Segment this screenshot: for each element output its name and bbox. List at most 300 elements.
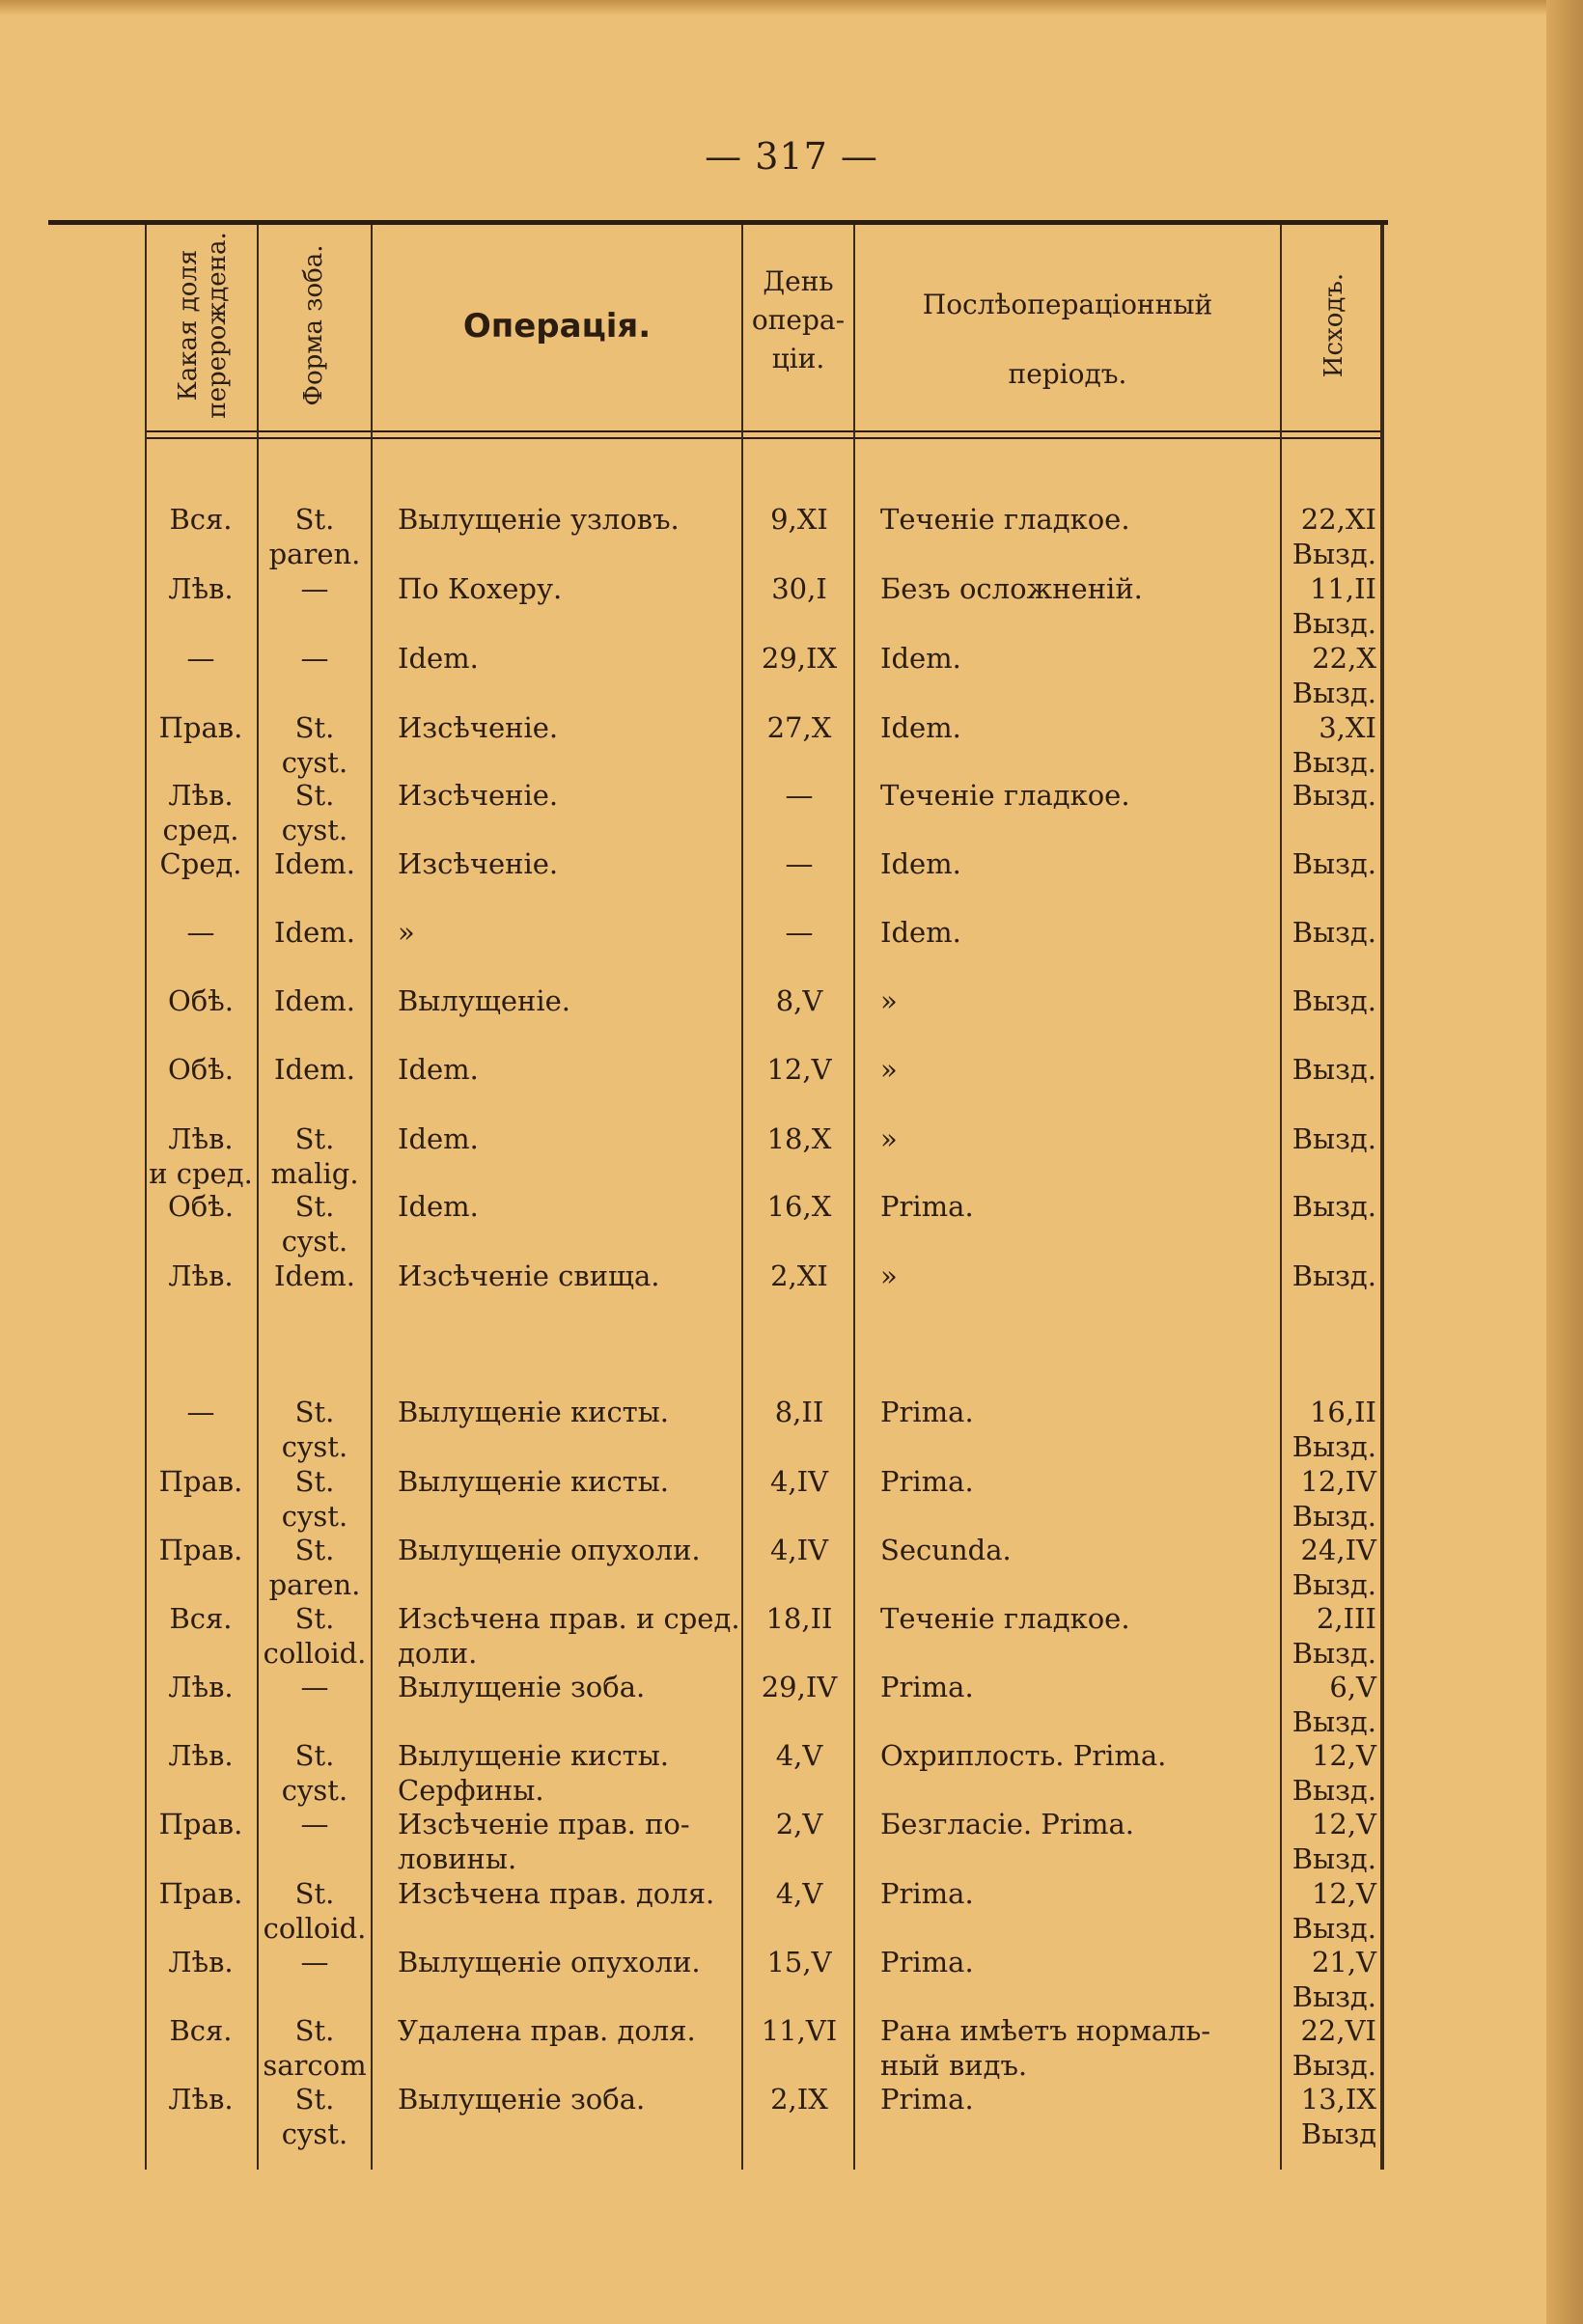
row-outcome-line: 22,X xyxy=(1312,642,1376,675)
row-goiter-form xyxy=(259,1189,371,1259)
row-outcome-line: 12,IV xyxy=(1300,1465,1376,1498)
row-operation xyxy=(398,1189,745,1224)
row-lobe xyxy=(145,1533,257,1567)
row-day xyxy=(743,641,855,676)
row-outcome-line: Вызд. xyxy=(1291,1705,1376,1738)
row-outcome-line: Вызд. xyxy=(1291,1259,1376,1292)
row-operation xyxy=(398,915,745,950)
row-goiter-form xyxy=(259,1533,371,1602)
table-row xyxy=(0,1533,1583,1601)
row-goiter-form-line: colloid. xyxy=(263,1637,367,1670)
row-postop xyxy=(880,1464,1280,1499)
row-operation xyxy=(398,1121,745,1156)
row-goiter-form-line: cyst. xyxy=(281,814,348,846)
row-day-line: 15,V xyxy=(766,1946,832,1978)
row-postop xyxy=(880,1395,1280,1429)
row-outcome-line: Вызд. xyxy=(1291,1980,1376,2013)
table-row xyxy=(0,1670,1583,1738)
header-goiter-form: Форма зоба. xyxy=(299,244,328,406)
row-day-line: 30,I xyxy=(771,572,827,605)
row-outcome-line: 22,VI xyxy=(1300,2014,1376,2047)
row-postop xyxy=(880,846,1280,881)
row-day xyxy=(743,2082,855,2116)
row-goiter-form-line: — xyxy=(300,1671,329,1703)
row-outcome xyxy=(1280,846,1376,881)
row-lobe-line: Лѣв. xyxy=(168,2083,234,2116)
row-postop-line: Secunda. xyxy=(880,1534,1012,1566)
row-goiter-form xyxy=(259,2082,371,2151)
row-day xyxy=(743,710,855,745)
row-lobe-line: Вся. xyxy=(169,2014,233,2047)
row-day xyxy=(743,1876,855,1911)
row-operation-line: Изсѣченіе свища. xyxy=(398,1259,660,1292)
header-rule-1 xyxy=(145,430,1382,432)
row-operation xyxy=(398,571,745,606)
row-outcome-line: Вызд. xyxy=(1291,984,1376,1017)
row-outcome xyxy=(1280,1945,1376,2014)
row-operation-line: Idem. xyxy=(398,642,479,675)
row-operation-line: Idem. xyxy=(398,1122,479,1155)
row-outcome-line: Вызд. xyxy=(1291,916,1376,949)
row-day xyxy=(743,778,855,813)
row-goiter-form xyxy=(259,778,371,847)
table-row xyxy=(0,846,1583,915)
row-outcome xyxy=(1280,1052,1376,1087)
row-outcome xyxy=(1280,641,1376,710)
row-day-line: 8,II xyxy=(774,1396,824,1428)
row-operation-line: Вылущеніе кисты. xyxy=(398,1465,670,1498)
page-number: — 317 — xyxy=(705,135,878,178)
row-operation xyxy=(398,1601,745,1671)
row-outcome xyxy=(1280,1395,1376,1464)
row-operation xyxy=(398,1533,745,1567)
row-lobe-line: Прав. xyxy=(158,1534,243,1566)
row-goiter-form-line: — xyxy=(300,572,329,605)
header-operation: Операція. xyxy=(462,307,652,346)
row-goiter-form xyxy=(259,1052,371,1087)
row-goiter-form-line: cyst. xyxy=(281,2117,348,2150)
row-operation-line: Удалена прав. доля. xyxy=(398,2014,696,2047)
row-outcome xyxy=(1280,502,1376,571)
row-goiter-form xyxy=(259,1601,371,1671)
row-operation-line: Изсѣченіе. xyxy=(398,711,559,744)
row-outcome xyxy=(1280,915,1376,950)
row-operation xyxy=(398,2013,745,2048)
row-outcome-line: 6,V xyxy=(1329,1671,1376,1703)
row-goiter-form-line: St. xyxy=(294,503,335,536)
row-day xyxy=(743,1395,855,1429)
row-goiter-form-line: Idem. xyxy=(274,847,355,880)
row-postop xyxy=(880,1052,1280,1087)
row-postop xyxy=(880,571,1280,606)
row-operation-line: Серфины. xyxy=(398,1774,544,1807)
row-operation-line: Idem. xyxy=(398,1053,479,1086)
row-lobe-line: Обѣ. xyxy=(168,1190,234,1223)
row-day-line: 8,V xyxy=(775,984,823,1017)
row-postop-line: Prima. xyxy=(880,1946,974,1978)
row-postop-line: Prima. xyxy=(880,2083,974,2116)
row-day xyxy=(743,1464,855,1499)
row-postop xyxy=(880,2013,1280,2083)
row-operation xyxy=(398,641,745,676)
row-lobe xyxy=(145,1189,257,1224)
row-operation xyxy=(398,710,745,745)
row-postop-line: » xyxy=(880,1259,898,1292)
row-day xyxy=(743,915,855,950)
row-lobe xyxy=(145,1395,257,1429)
row-postop xyxy=(880,1601,1280,1636)
row-goiter-form xyxy=(259,1395,371,1464)
row-operation-line: Вылущеніе опухоли. xyxy=(398,1534,701,1566)
row-goiter-form-line: colloid. xyxy=(263,1912,367,1945)
row-lobe xyxy=(145,1670,257,1704)
row-outcome-line: 13,IX xyxy=(1300,2083,1376,2116)
row-outcome-line: Вызд. xyxy=(1291,1912,1376,1945)
row-outcome xyxy=(1280,571,1376,641)
row-operation-line: » xyxy=(398,916,415,949)
row-day-line: 29,IV xyxy=(761,1671,838,1703)
row-day xyxy=(743,1533,855,1567)
table-row xyxy=(0,710,1583,779)
row-outcome-line: Вызд. xyxy=(1291,779,1376,812)
row-lobe-line: Прав. xyxy=(158,1877,243,1910)
row-goiter-form xyxy=(259,571,371,606)
header-lobe: Какая доля перерождена. xyxy=(174,232,232,419)
row-postop xyxy=(880,1189,1280,1224)
row-postop xyxy=(880,710,1280,745)
row-operation xyxy=(398,2082,745,2116)
row-day-line: 2,XI xyxy=(770,1259,828,1292)
row-outcome-line: Вызд. xyxy=(1291,1568,1376,1601)
row-lobe xyxy=(145,1121,257,1191)
row-goiter-form-line: St. xyxy=(294,1190,335,1223)
row-lobe xyxy=(145,2082,257,2116)
row-day xyxy=(743,1052,855,1087)
row-outcome-line: Вызд. xyxy=(1291,1774,1376,1807)
row-goiter-form-line: St. xyxy=(294,1122,335,1155)
row-day-line: — xyxy=(785,916,814,949)
row-postop-line: » xyxy=(880,984,898,1017)
row-lobe xyxy=(145,571,257,606)
row-goiter-form xyxy=(259,1876,371,1946)
row-outcome-line: Вызд. xyxy=(1291,538,1376,570)
row-operation xyxy=(398,1464,745,1499)
row-outcome-line: Вызд. xyxy=(1291,1190,1376,1223)
row-day-line: — xyxy=(785,779,814,812)
row-operation xyxy=(398,1876,745,1911)
row-day-line: 2,V xyxy=(775,1808,823,1840)
row-operation xyxy=(398,1945,745,1979)
row-day-line: 4,V xyxy=(775,1739,823,1772)
row-lobe-line: Вся. xyxy=(169,503,233,536)
row-operation xyxy=(398,1807,745,1876)
row-operation xyxy=(398,1259,745,1293)
header-day: День опера- ціи. xyxy=(751,265,846,374)
row-operation xyxy=(398,1395,745,1429)
row-lobe-line: Лѣв. xyxy=(168,1739,234,1772)
row-lobe-line: Лѣв. xyxy=(168,1122,234,1155)
row-postop-line: Idem. xyxy=(880,642,961,675)
row-lobe-line: Лѣв. xyxy=(168,1946,234,1978)
row-goiter-form-line: Idem. xyxy=(274,984,355,1017)
row-outcome xyxy=(1280,710,1376,780)
table-top-rule xyxy=(48,220,1388,225)
row-lobe-line: Лѣв. xyxy=(168,779,234,812)
row-outcome-line: Вызд. xyxy=(1291,1500,1376,1533)
row-lobe xyxy=(145,915,257,950)
row-operation-line: Вылущеніе. xyxy=(398,984,570,1017)
table-row xyxy=(0,1945,1583,2013)
row-day-line: 18,X xyxy=(766,1122,832,1155)
row-operation-line: Изсѣченіе прав. по- xyxy=(398,1808,690,1840)
table-row xyxy=(0,1807,1583,1875)
row-goiter-form-line: — xyxy=(300,1808,329,1840)
row-outcome-line: Вызд. xyxy=(1291,1842,1376,1875)
row-goiter-form xyxy=(259,1945,371,1979)
row-day xyxy=(743,1259,855,1293)
row-outcome-line: Вызд. xyxy=(1291,607,1376,640)
row-lobe xyxy=(145,710,257,745)
row-operation xyxy=(398,502,745,537)
row-goiter-form-line: — xyxy=(300,642,329,675)
row-lobe-line: Прав. xyxy=(158,1808,243,1840)
table-row xyxy=(0,1601,1583,1670)
row-goiter-form-line: St. xyxy=(294,2083,335,2116)
row-outcome xyxy=(1280,1601,1376,1671)
row-goiter-form xyxy=(259,641,371,676)
row-day xyxy=(743,983,855,1018)
row-lobe xyxy=(145,983,257,1018)
row-operation-line: доли. xyxy=(398,1637,478,1670)
row-goiter-form-line: cyst. xyxy=(281,1430,348,1463)
row-postop-line: Теченіе гладкое. xyxy=(880,503,1130,536)
row-day-line: 16,X xyxy=(766,1190,832,1223)
row-outcome xyxy=(1280,1670,1376,1739)
row-outcome-line: Вызд xyxy=(1300,2117,1376,2150)
row-outcome xyxy=(1280,1189,1376,1224)
row-postop xyxy=(880,1807,1280,1841)
row-goiter-form-line: — xyxy=(300,1946,329,1978)
row-goiter-form-line: St. xyxy=(294,1534,335,1566)
row-postop xyxy=(880,1670,1280,1704)
row-operation-line: Вылущеніе опухоли. xyxy=(398,1946,701,1978)
row-outcome-line: Вызд. xyxy=(1291,1053,1376,1086)
row-goiter-form-line: St. xyxy=(294,1602,335,1635)
row-lobe xyxy=(145,846,257,881)
row-goiter-form-line: cyst. xyxy=(281,1500,348,1533)
row-lobe-line: — xyxy=(186,642,215,675)
row-outcome xyxy=(1280,1121,1376,1156)
row-postop xyxy=(880,1259,1280,1293)
table-row xyxy=(0,1121,1583,1190)
row-day xyxy=(743,1121,855,1156)
row-lobe xyxy=(145,1738,257,1773)
table-row xyxy=(0,1395,1583,1463)
row-postop xyxy=(880,1533,1280,1567)
row-outcome-line: 11,II xyxy=(1309,572,1376,605)
row-goiter-form xyxy=(259,2013,371,2083)
row-lobe-line: и сред. xyxy=(149,1157,253,1190)
row-day-line: 11,VI xyxy=(761,2014,838,2047)
row-lobe-line: Лѣв. xyxy=(168,572,234,605)
row-lobe-line: Лѣв. xyxy=(168,1259,234,1292)
row-operation xyxy=(398,778,745,813)
row-goiter-form xyxy=(259,915,371,950)
row-lobe-line: Обѣ. xyxy=(168,984,234,1017)
row-goiter-form-line: St. xyxy=(294,779,335,812)
row-operation-line: Изсѣчена прав. доля. xyxy=(398,1877,715,1910)
row-postop xyxy=(880,2082,1280,2116)
row-goiter-form-line: Idem. xyxy=(274,1259,355,1292)
page-top-shadow xyxy=(0,0,1583,15)
row-lobe xyxy=(145,1052,257,1087)
table-row xyxy=(0,1876,1583,1945)
row-postop xyxy=(880,1121,1280,1156)
row-postop-line: Idem. xyxy=(880,847,961,880)
row-postop xyxy=(880,1738,1280,1773)
row-goiter-form-line: cyst. xyxy=(281,746,348,779)
row-outcome-line: 21,V xyxy=(1311,1946,1376,1978)
row-lobe-line: — xyxy=(186,916,215,949)
row-postop-line: Охриплость. Prima. xyxy=(880,1739,1167,1772)
row-operation-line: ловины. xyxy=(398,1842,517,1875)
row-day xyxy=(743,846,855,881)
table-row xyxy=(0,2082,1583,2150)
row-operation-line: Изсѣчена прав. и сред. xyxy=(398,1602,740,1635)
row-goiter-form-line: St. xyxy=(294,1739,335,1772)
row-day xyxy=(743,1738,855,1773)
row-lobe-line: Лѣв. xyxy=(168,1671,234,1703)
row-goiter-form xyxy=(259,1670,371,1704)
row-goiter-form-line: cyst. xyxy=(281,1225,348,1258)
row-day xyxy=(743,1807,855,1841)
header-postop: Послѣопераціонный періодъ. xyxy=(922,289,1213,390)
row-goiter-form xyxy=(259,983,371,1018)
row-day xyxy=(743,1670,855,1704)
row-lobe-line: Вся. xyxy=(169,1602,233,1635)
table-row xyxy=(0,983,1583,1052)
row-outcome-line: Вызд. xyxy=(1291,677,1376,709)
table-row xyxy=(0,1189,1583,1258)
row-operation-line: Idem. xyxy=(398,1190,479,1223)
row-day xyxy=(743,1945,855,1979)
row-day xyxy=(743,1601,855,1636)
row-operation xyxy=(398,1052,745,1087)
row-postop-line: Prima. xyxy=(880,1671,974,1703)
row-goiter-form xyxy=(259,1121,371,1191)
row-postop xyxy=(880,1945,1280,1979)
table-row xyxy=(0,571,1583,640)
row-goiter-form-line: St. xyxy=(294,711,335,744)
row-day-line: 4,V xyxy=(775,1877,823,1910)
row-goiter-form-line: St. xyxy=(294,1877,335,1910)
row-outcome-line: Вызд. xyxy=(1291,2049,1376,2082)
row-outcome xyxy=(1280,983,1376,1018)
row-postop-line: » xyxy=(880,1053,898,1086)
row-outcome xyxy=(1280,1876,1376,1946)
row-goiter-form xyxy=(259,502,371,571)
row-day xyxy=(743,2013,855,2048)
row-day-line: 4,IV xyxy=(769,1534,829,1566)
row-day-line: 27,X xyxy=(766,711,832,744)
row-lobe-line: сред. xyxy=(162,814,239,846)
row-postop xyxy=(880,1876,1280,1911)
row-operation-line: Изсѣченіе. xyxy=(398,847,559,880)
row-operation xyxy=(398,1670,745,1704)
row-day xyxy=(743,1189,855,1224)
table-row xyxy=(0,2013,1583,2082)
row-outcome-line: 2,III xyxy=(1316,1602,1376,1635)
row-day-line: 12,V xyxy=(766,1053,832,1086)
row-goiter-form-line: Idem. xyxy=(274,916,355,949)
row-goiter-form xyxy=(259,846,371,881)
row-operation-line: По Кохеру. xyxy=(398,572,563,605)
row-postop xyxy=(880,915,1280,950)
row-lobe xyxy=(145,1807,257,1841)
row-postop-line: Безъ осложненій. xyxy=(880,572,1143,605)
row-lobe xyxy=(145,2013,257,2048)
row-day-line: 29,IX xyxy=(761,642,838,675)
row-lobe xyxy=(145,641,257,676)
row-outcome xyxy=(1280,1533,1376,1602)
row-lobe-line: Прав. xyxy=(158,711,243,744)
row-operation-line: Изсѣченіе. xyxy=(398,779,559,812)
row-postop-line: ный видъ. xyxy=(880,2049,1028,2082)
row-day-line: 18,II xyxy=(765,1602,833,1635)
row-postop-line: Prima. xyxy=(880,1396,974,1428)
row-lobe-line: Сред. xyxy=(159,847,242,880)
row-postop-line: Prima. xyxy=(880,1465,974,1498)
table-row xyxy=(0,1738,1583,1807)
row-outcome-line: 12,V xyxy=(1311,1877,1376,1910)
table-row xyxy=(0,502,1583,570)
row-operation xyxy=(398,1738,745,1808)
row-postop xyxy=(880,983,1280,1018)
row-outcome-line: Вызд. xyxy=(1291,746,1376,779)
row-postop xyxy=(880,641,1280,676)
row-operation xyxy=(398,983,745,1018)
row-goiter-form-line: cyst. xyxy=(281,1774,348,1807)
row-goiter-form xyxy=(259,710,371,780)
row-goiter-form-line: St. xyxy=(294,2014,335,2047)
row-lobe-line: Прав. xyxy=(158,1465,243,1498)
row-lobe xyxy=(145,1876,257,1911)
row-goiter-form-line: St. xyxy=(294,1465,335,1498)
row-goiter-form-line: paren. xyxy=(268,1568,361,1601)
row-outcome xyxy=(1280,778,1376,813)
row-postop xyxy=(880,502,1280,537)
row-postop-line: Теченіе гладкое. xyxy=(880,1602,1130,1635)
row-postop-line: Рана имѣетъ нормаль- xyxy=(880,2014,1211,2047)
header-outcome: Исходъ. xyxy=(1319,272,1348,378)
row-outcome-line: Вызд. xyxy=(1291,1122,1376,1155)
row-outcome-line: Вызд. xyxy=(1291,1637,1376,1670)
row-day-line: — xyxy=(785,847,814,880)
row-lobe-line: Обѣ. xyxy=(168,1053,234,1086)
row-goiter-form xyxy=(259,1259,371,1293)
row-day-line: 2,IX xyxy=(770,2083,828,2116)
row-outcome-line: 12,V xyxy=(1311,1808,1376,1840)
row-outcome-line: Вызд. xyxy=(1291,1430,1376,1463)
row-outcome-line: 3,XI xyxy=(1319,711,1376,744)
row-operation-line: Вылущеніе узловъ. xyxy=(398,503,680,536)
row-operation xyxy=(398,846,745,881)
row-outcome xyxy=(1280,2013,1376,2083)
row-postop-line: Prima. xyxy=(880,1877,974,1910)
row-lobe xyxy=(145,778,257,847)
table-row xyxy=(0,915,1583,983)
row-day xyxy=(743,571,855,606)
